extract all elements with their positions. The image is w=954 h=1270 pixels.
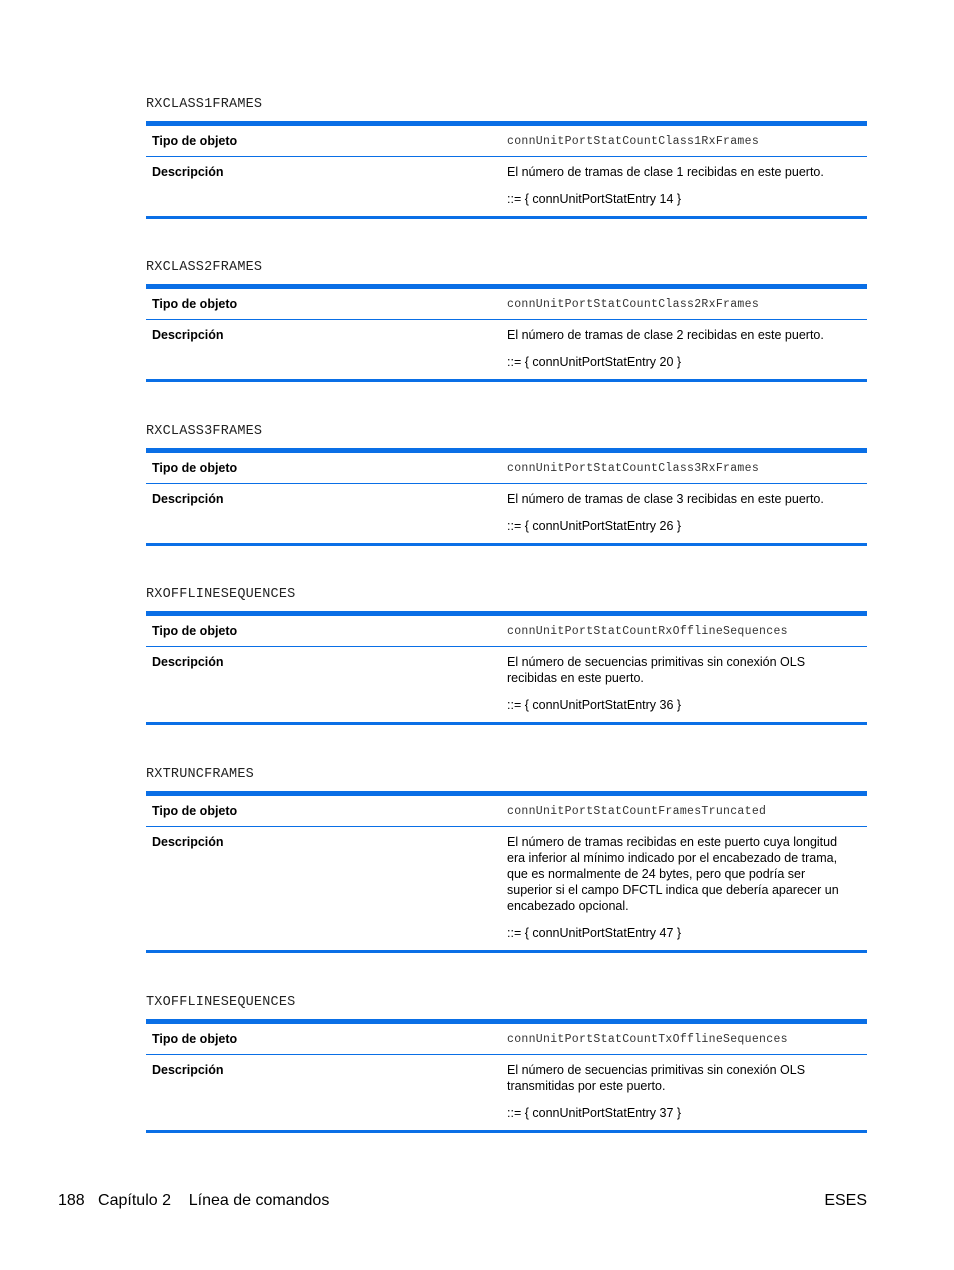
type-row bbox=[146, 453, 867, 484]
entry-text: ::= { connUnitPortStatEntry 37 } bbox=[507, 1106, 682, 1120]
description-text: El número de tramas recibidas en este puerto cuya longitud era inferior al mínimo indicado por el encabezado de trama, que es normalmente de 24 bytes, pero que podría ser superior si el campo DFCTL indica que debería aparecer un encabezado opcional. bbox=[507, 835, 839, 913]
type-value: connUnitPortStatCountTxOfflineSequences bbox=[507, 1032, 788, 1046]
description-label: Descripción bbox=[152, 492, 224, 506]
section-rxclass2frames bbox=[146, 260, 867, 382]
entry-text: ::= { connUnitPortStatEntry 26 } bbox=[507, 519, 682, 533]
chapter-label: Capítulo 2 bbox=[98, 1192, 171, 1209]
description-label: Descripción bbox=[152, 835, 224, 849]
description-cell bbox=[507, 327, 867, 370]
type-value: connUnitPortStatCountRxOfflineSequences bbox=[507, 624, 788, 638]
description-text: El número de tramas de clase 1 recibidas en este puerto. bbox=[507, 165, 824, 179]
description-cell bbox=[507, 1062, 867, 1121]
description-text: El número de secuencias primitivas sin conexión OLS recibidas en este puerto. bbox=[507, 655, 806, 685]
section-rxtruncframes bbox=[146, 767, 867, 953]
object-table bbox=[146, 121, 867, 219]
type-value: connUnitPortStatCountClass3RxFrames bbox=[507, 461, 760, 475]
description-cell bbox=[507, 491, 867, 534]
page-number: 188 bbox=[58, 1192, 85, 1209]
description-row bbox=[146, 484, 867, 543]
type-value: connUnitPortStatCountFramesTruncated bbox=[507, 804, 767, 818]
type-label: Tipo de objeto bbox=[152, 461, 238, 475]
section-txofflinesequences bbox=[146, 995, 867, 1133]
type-row bbox=[146, 289, 867, 320]
section-title: RXOFFLINESEQUENCES bbox=[146, 587, 296, 602]
description-label: Descripción bbox=[152, 655, 224, 669]
type-row bbox=[146, 616, 867, 647]
entry-text: ::= { connUnitPortStatEntry 47 } bbox=[507, 926, 682, 940]
section-title: TXOFFLINESEQUENCES bbox=[146, 995, 296, 1010]
object-table bbox=[146, 448, 867, 546]
type-row bbox=[146, 1024, 867, 1055]
object-table bbox=[146, 611, 867, 725]
entry-text: ::= { connUnitPortStatEntry 14 } bbox=[507, 192, 682, 206]
type-label: Tipo de objeto bbox=[152, 624, 238, 638]
page-footer-left bbox=[58, 1192, 329, 1210]
section-title: RXCLASS2FRAMES bbox=[146, 260, 263, 275]
description-row bbox=[146, 647, 867, 722]
page-footer-right: ESES bbox=[824, 1192, 867, 1209]
entry-text: ::= { connUnitPortStatEntry 36 } bbox=[507, 698, 682, 712]
type-label: Tipo de objeto bbox=[152, 134, 238, 148]
object-table bbox=[146, 1019, 867, 1133]
description-label: Descripción bbox=[152, 165, 224, 179]
entry-text: ::= { connUnitPortStatEntry 20 } bbox=[507, 355, 682, 369]
description-label: Descripción bbox=[152, 328, 224, 342]
type-label: Tipo de objeto bbox=[152, 1032, 238, 1046]
object-table bbox=[146, 284, 867, 382]
description-cell bbox=[507, 834, 867, 941]
description-row bbox=[146, 320, 867, 379]
section-title: RXTRUNCFRAMES bbox=[146, 767, 254, 782]
type-label: Tipo de objeto bbox=[152, 804, 238, 818]
section-rxofflinesequences bbox=[146, 587, 867, 725]
description-label: Descripción bbox=[152, 1063, 224, 1077]
type-row bbox=[146, 796, 867, 827]
description-text: El número de secuencias primitivas sin conexión OLS transmitidas por este puerto. bbox=[507, 1063, 806, 1093]
description-cell bbox=[507, 654, 867, 713]
section-rxclass1frames bbox=[146, 97, 867, 219]
type-label: Tipo de objeto bbox=[152, 297, 238, 311]
section-title: RXCLASS1FRAMES bbox=[146, 97, 263, 112]
description-row bbox=[146, 827, 867, 950]
type-value: connUnitPortStatCountClass1RxFrames bbox=[507, 134, 760, 148]
type-row bbox=[146, 126, 867, 157]
description-text: El número de tramas de clase 3 recibidas en este puerto. bbox=[507, 492, 824, 506]
description-row bbox=[146, 157, 867, 216]
description-text: El número de tramas de clase 2 recibidas en este puerto. bbox=[507, 328, 824, 342]
type-value: connUnitPortStatCountClass2RxFrames bbox=[507, 297, 760, 311]
section-rxclass3frames bbox=[146, 424, 867, 546]
object-table bbox=[146, 791, 867, 953]
description-row bbox=[146, 1055, 867, 1130]
chapter-title: Línea de comandos bbox=[188, 1192, 330, 1209]
description-cell bbox=[507, 164, 867, 207]
section-title: RXCLASS3FRAMES bbox=[146, 424, 263, 439]
